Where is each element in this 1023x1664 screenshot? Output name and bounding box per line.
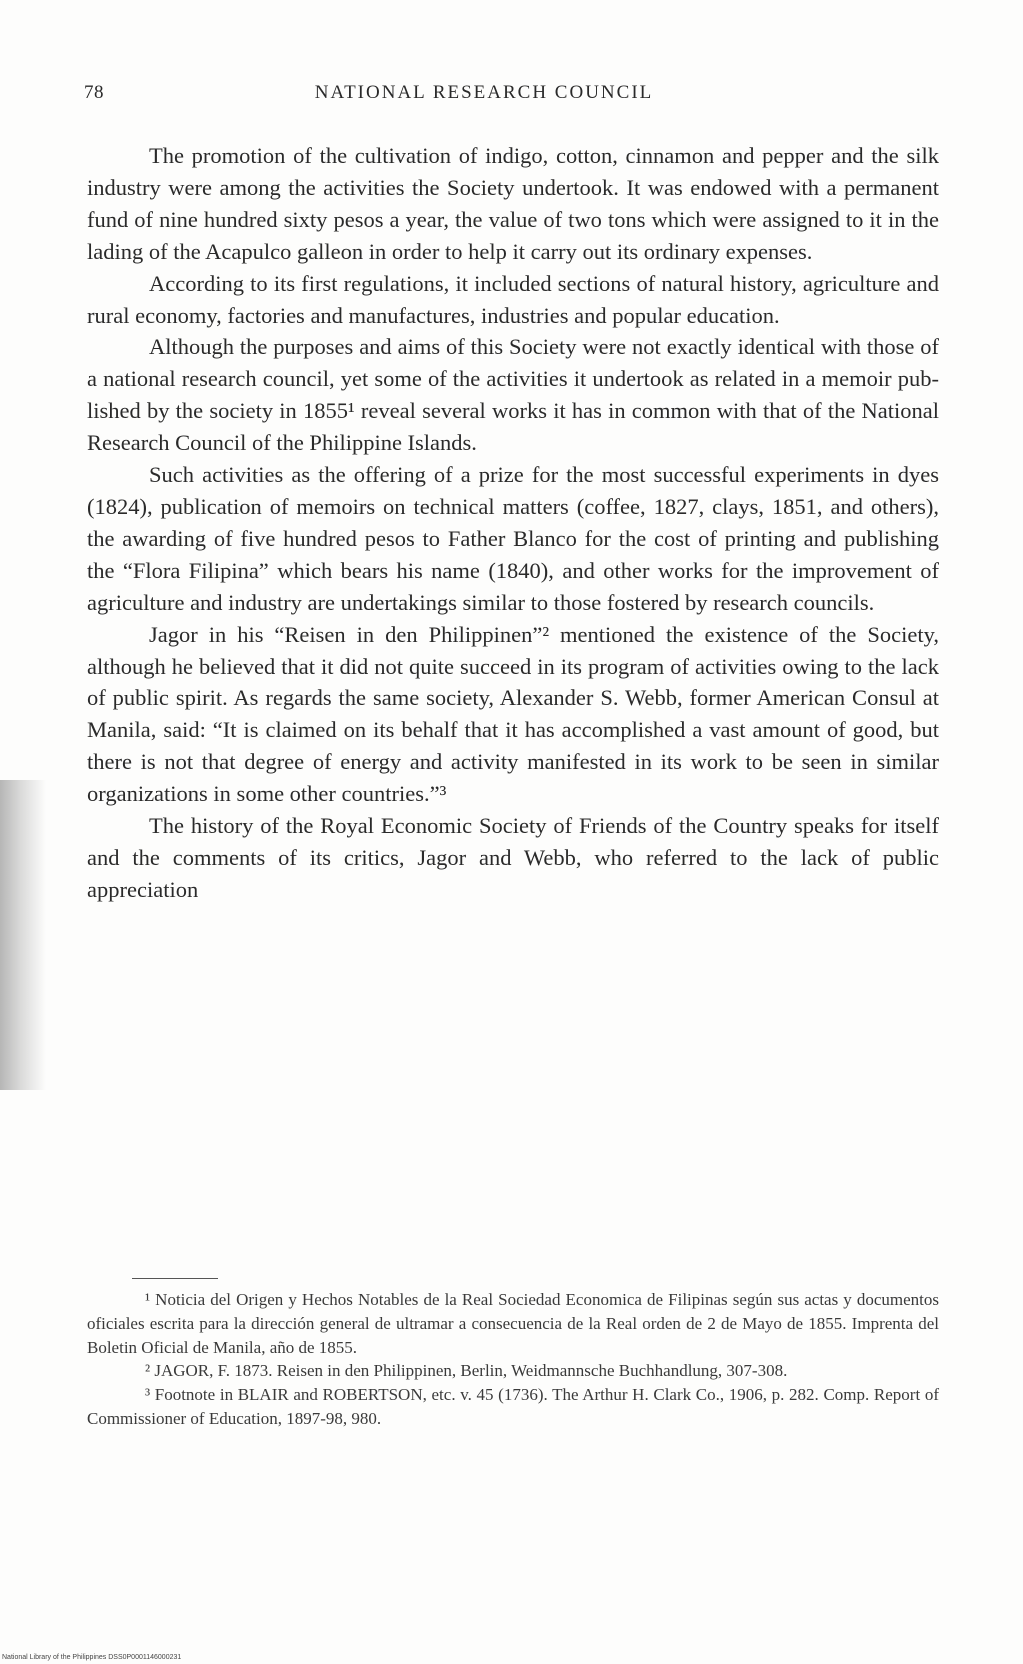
footnote-divider: [132, 1278, 218, 1279]
scan-shadow: [0, 780, 46, 1090]
footnote: ³ Footnote in BLAIR and ROBERTSON, etc. v. 45 (1736). The Arthur H. Clark Co., 1906, p. 282. Comp. Report of Commissioner of Education, 1897-98, 980.: [87, 1385, 939, 1428]
footnotes: [87, 1288, 939, 1431]
paragraph: Such activities as the offering of a prize for the most successful experiments in dyes (1824), publication of memoirs on technical matters (coffee, 1827, clays, 1851, and others), the awarding of five hundred pesos to Father Blanco for the cost of printing and publishing the “Flora Filipina” which bears his name (1840), and other works for the improvement of agriculture and industry are undertakings similar to those fostered by research councils.: [87, 462, 939, 615]
paragraph: The history of the Royal Economic Society of Friends of the Country speaks for itself and the comments of its critics, Jagor and Webb, who referred to the lack of public appreciation: [87, 813, 939, 902]
page-number: 78: [84, 82, 104, 103]
paragraph: The promotion of the cultivation of indigo, cotton, cinnamon and pepper and the silk industry were among the activities the Society undertook. It was endowed with a permanent fund of nine hundred sixty pesos a year, the value of two tons which were assigned to it in the lading of the Acapulco galleon in order to help it carry out its ordinary expenses.: [87, 143, 939, 264]
scan-credit: National Library of the Philippines DSS0P0001146000231: [2, 1654, 182, 1661]
footnote: ² JAGOR, F. 1873. Reisen in den Philippinen, Berlin, Weidmannsche Buchhandlung, 307-308.: [145, 1361, 788, 1381]
footnote: ¹ Noticia del Origen y Hechos Notables de la Real Sociedad Economica de Filipinas según sus actas y documentos oficiales escrita para la dirección general de ultramar a consecuencia de la Real orden de 2 de Mayo de 1855. Imprenta del Boletin Oficial de Manila, año de 1855.: [87, 1290, 939, 1357]
running-head: NATIONAL RESEARCH COUNCIL: [314, 82, 654, 103]
paragraph: Although the purposes and aims of this Society were not exactly identical with those of a national research council, yet some of the activities it undertook as related in a memoir published by the society in 1855¹ reveal several works it has in common with that of the National Research Council of the Philippine Islands.: [87, 334, 939, 456]
paragraph: Jagor in his “Reisen in den Philippinen”² mentioned the existence of the Society, although he believed that it did not quite succeed in its program of activities owing to the lack of public spirit. As regards the same society, Alexander S. Webb, former American Consul at Manila, said: “It is claimed on its behalf that it has accomplished a vast amount of good, but there is not that degree of energy and activity manifested in its work to be seen in similar organizations in some other countries.”³: [87, 621, 939, 807]
paragraph: According to its first regulations, it included sections of natural history, agriculture and rural economy, factories and manufactures, industries and popular education.: [87, 270, 939, 328]
body-text: [87, 140, 939, 906]
page-header: [84, 82, 944, 112]
